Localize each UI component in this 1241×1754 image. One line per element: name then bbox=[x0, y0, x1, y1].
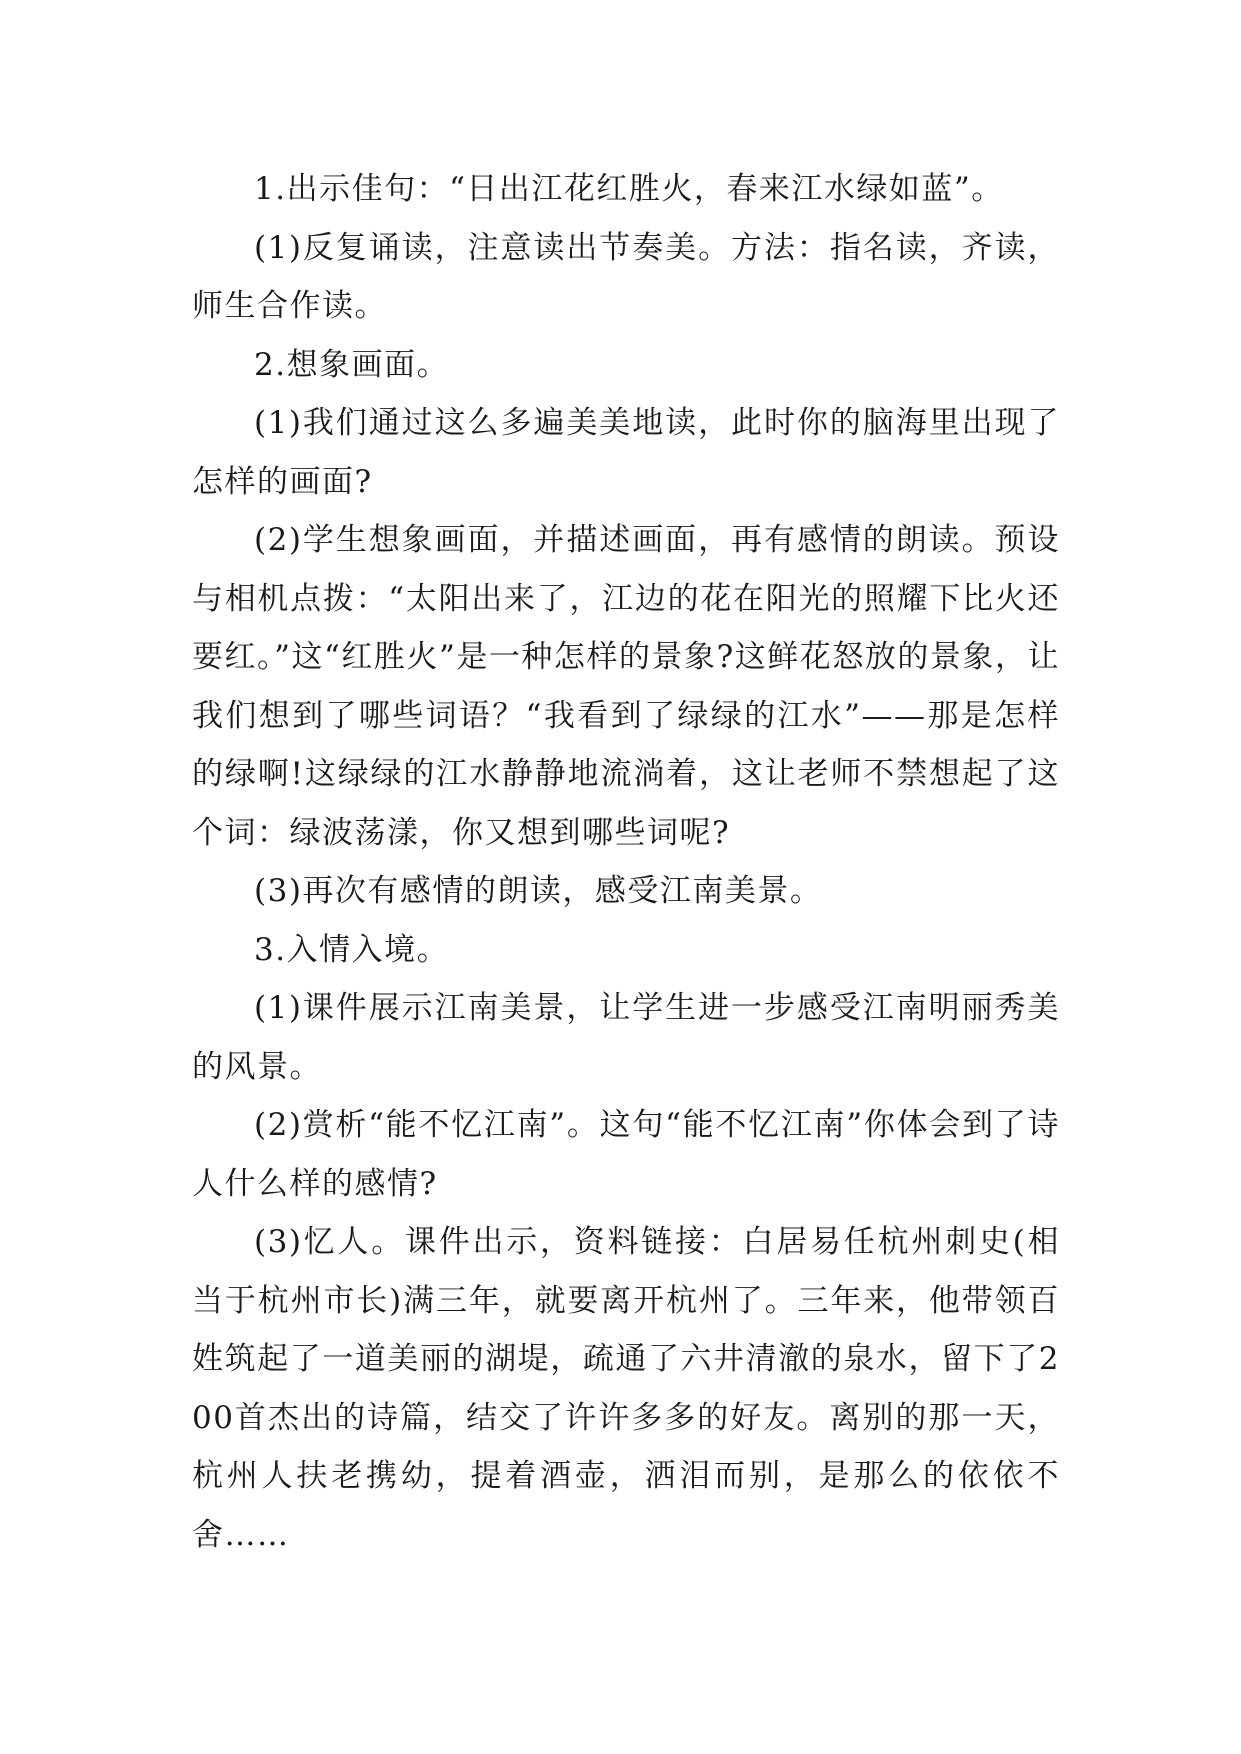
paragraph-2-2: (2)学生想象画面，并描述画面，再有感情的朗读。预设与相机点拨：“太阳出来了，江边的花在阳光的照耀下比火还要红。”这“红胜火”是一种怎样的景象?这鲜花怒放的景象，让我们想到了哪些词语？“我看到了绿绿的江水”——那是怎样的绿啊!这绿绿的江水静静地流淌着，这让老师不禁想起了这个词：绿波荡漾，你又想到哪些词呢? bbox=[192, 522, 1060, 851]
paragraph-2-3: (3)再次有感情的朗读，感受江南美景。 bbox=[254, 873, 823, 909]
paragraph-3-1: (1)课件展示江南美景，让学生进一步感受江南明丽秀美的风景。 bbox=[192, 990, 1060, 1085]
paragraph-2-heading: 2.想象画面。 bbox=[254, 346, 450, 383]
paragraph-3-3: (3)忆人。课件出示，资料链接：白居易任杭州刺史(相当于杭州市长)满三年，就要离开杭州了。三年来，他带领百姓筑起了一道美丽的湖堤，疏通了六井清澈的泉水，留下了200首杰出的诗篇，结交了许许多多的好友。离别的那一天，杭州人扶老携幼，提着酒壶，洒泪而别，是那么的依依不舍…… bbox=[192, 1224, 1060, 1553]
paragraph-1-heading: 1.出示佳句：“日出江花红胜火，春来江水绿如蓝”。 bbox=[254, 171, 1004, 207]
document-body bbox=[192, 160, 1060, 1564]
paragraph-1-1: (1)反复诵读，注意读出节奏美。方法：指名读，齐读，师生合作读。 bbox=[192, 229, 1060, 324]
paragraph-3-2: (2)赏析“能不忆江南”。这句“能不忆江南”你体会到了诗人什么样的感情? bbox=[192, 1107, 1060, 1202]
paragraph-2-1: (1)我们通过这么多遍美美地读，此时你的脑海里出现了怎样的画面? bbox=[192, 405, 1060, 500]
paragraph-3-heading: 3.入情入境。 bbox=[254, 931, 450, 968]
